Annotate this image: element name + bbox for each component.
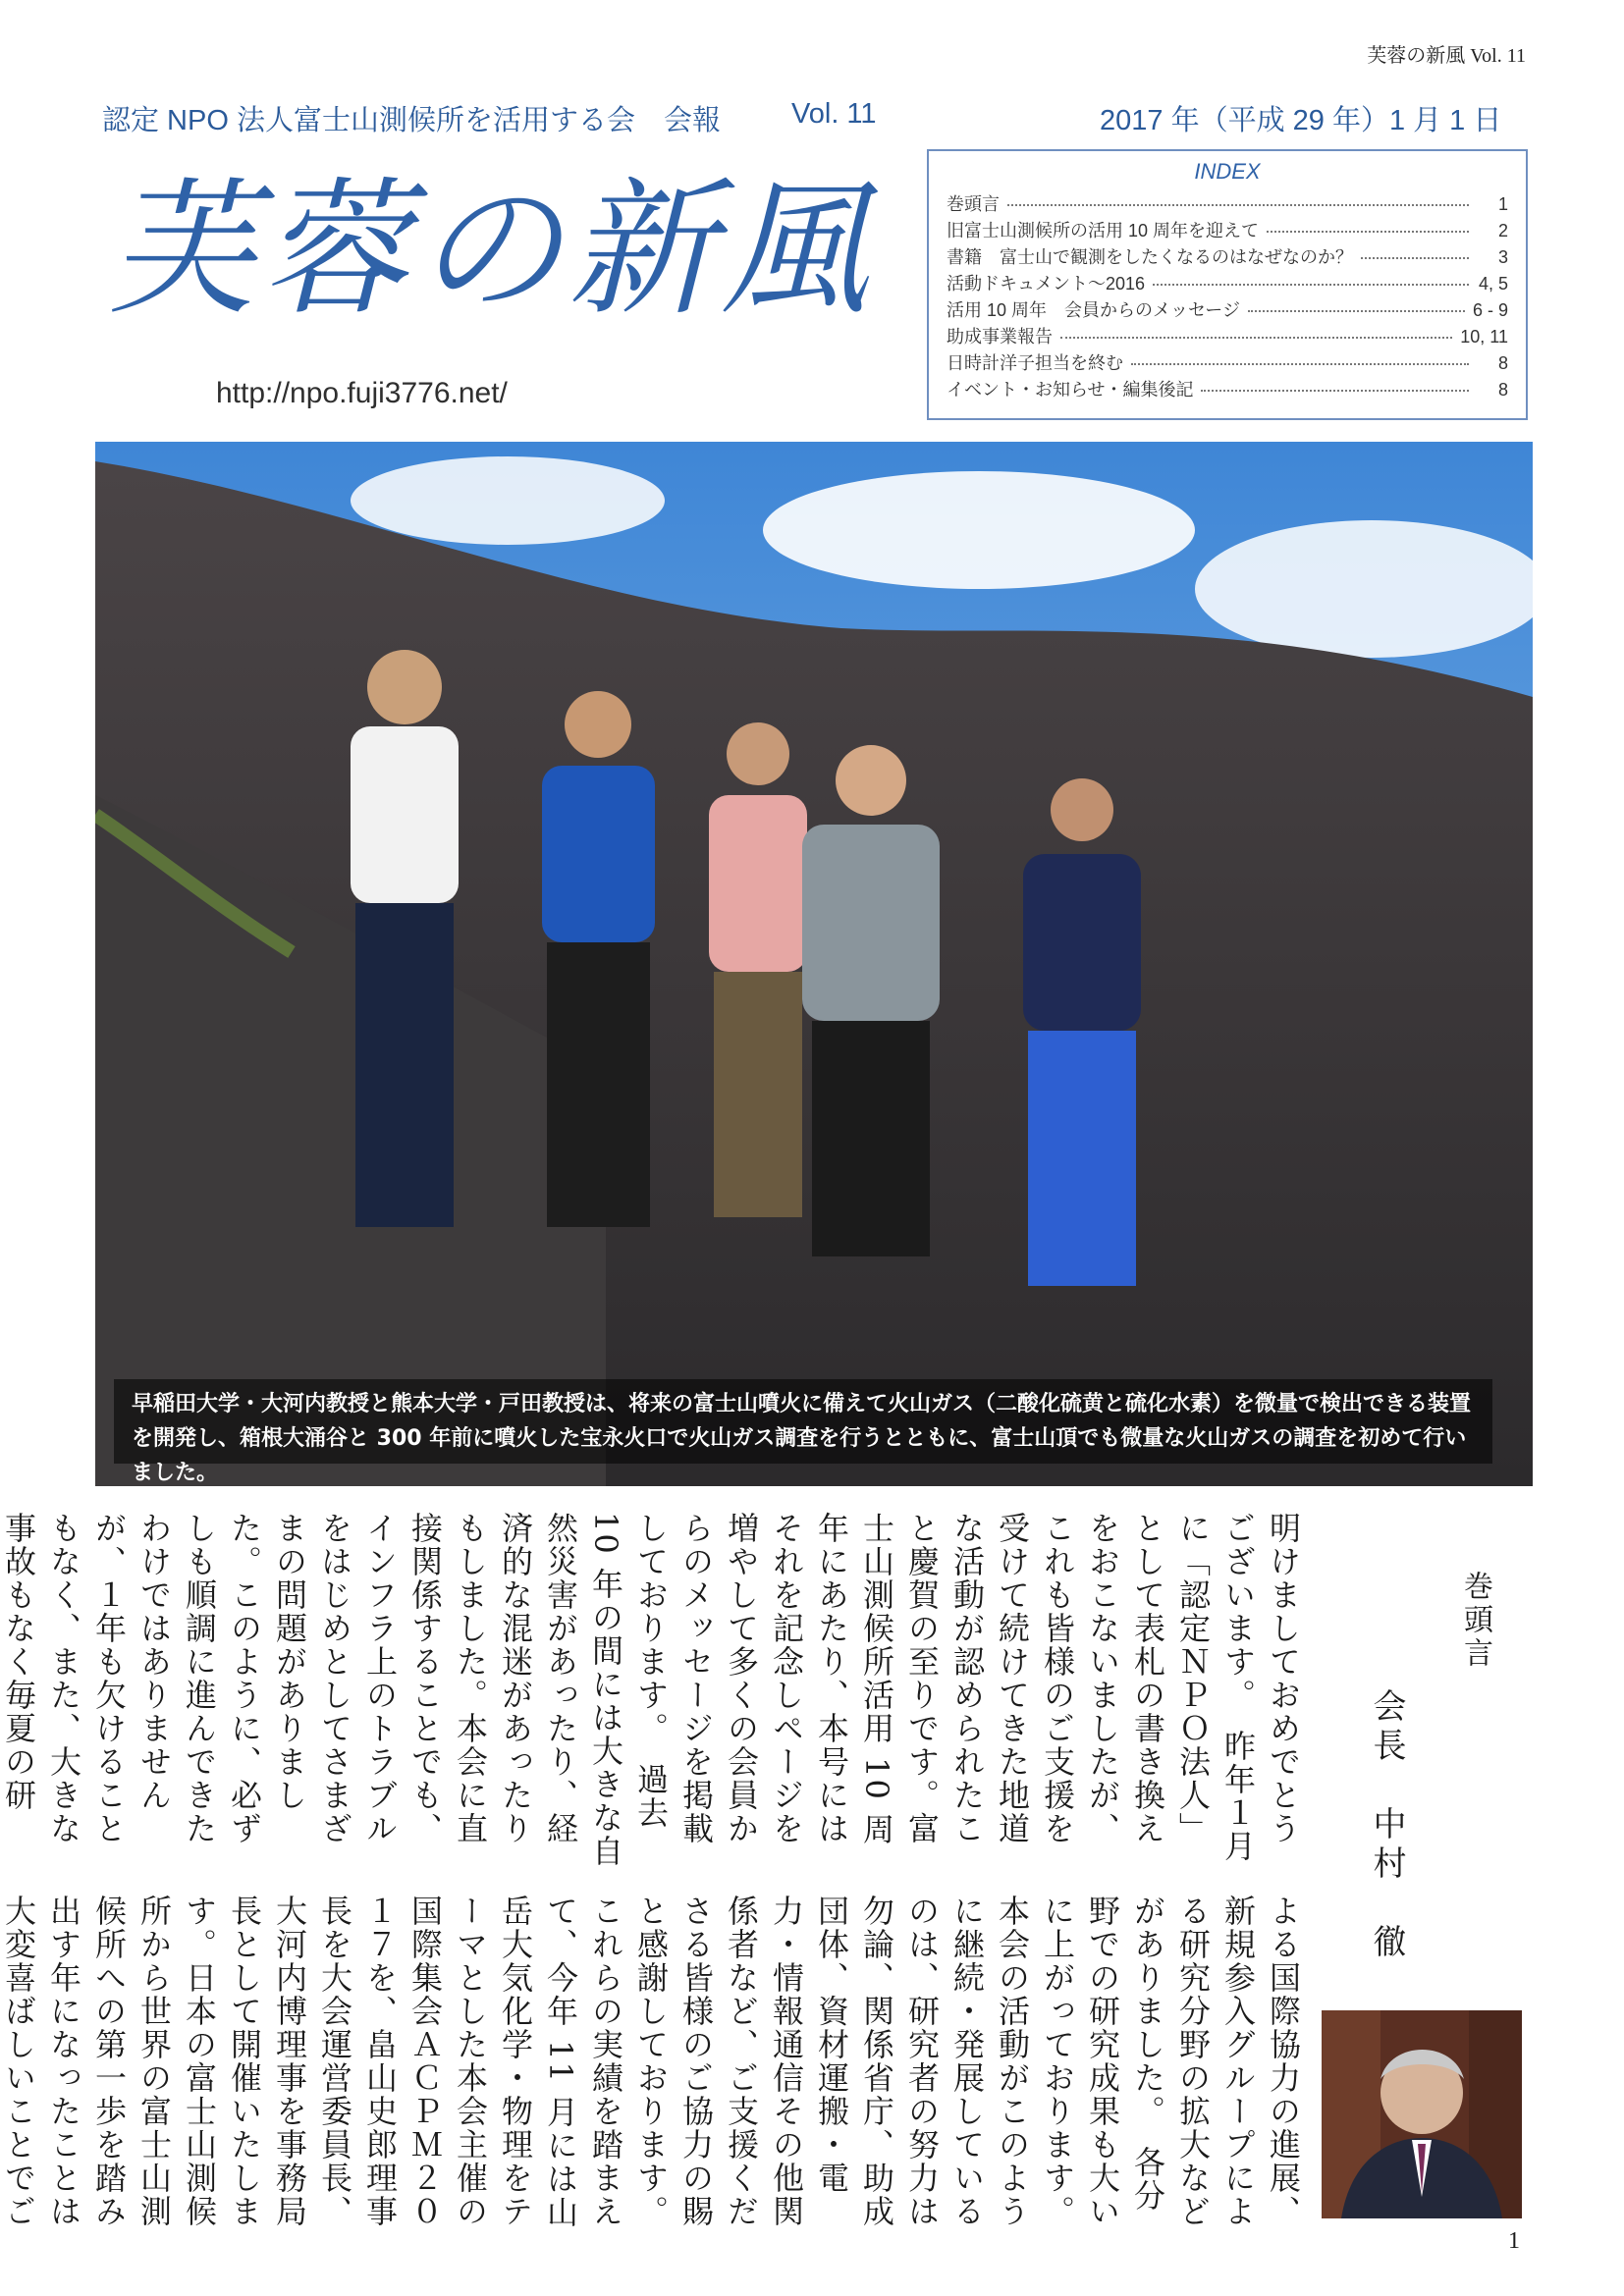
index-item-label: 助成事業報告 [947, 327, 1053, 347]
author-name: 会長 中村 徹 [1367, 1688, 1406, 1963]
author-portrait [1322, 2010, 1522, 2218]
index-item[interactable] [947, 376, 1508, 402]
index-item[interactable] [947, 323, 1508, 349]
article-body-upper: 明けましておめでとうございます。 昨年１月に「認定ＮＰＯ法人」として表札の書き換えをおこないましたが、これも皆様のご支援を受けて続けてきた地道な活動が認められたこと慶賀の至りです。富士山測候所活用 10 周年にあたり、本号にはそれを記念しページを増やして多くの会員からのメッセージを掲載しております。 過去 10 年の間には大きな自然災害があったり、経済的な混迷があったりもしました。本会に直接関係することでも、インフラ上のトラブルをはじめとしてさまざまの問題がありました。このように、必ずしも順調に進んできたわけではありませんが、１年も欠けることもなく、また、大きな事故もなく毎夏の研 [0, 1512, 1302, 1868]
index-item-page: 4, 5 [1478, 274, 1508, 294]
index-item-page: 2 [1497, 221, 1508, 240]
index-leader-dots [1007, 204, 1469, 206]
index-item-page: 8 [1497, 353, 1508, 373]
person [709, 722, 807, 1217]
index-item-label: 書籍 富士山で観測をしたくなるのはなぜなのか？ [947, 247, 1353, 267]
cloud [1195, 520, 1533, 658]
cover-photo [95, 442, 1533, 1486]
index-item-label: 活動ドキュメント～2016 [947, 274, 1146, 294]
index-leader-dots [1131, 363, 1469, 365]
page-number: 1 [1508, 2228, 1520, 2254]
index-item[interactable] [947, 296, 1508, 323]
index-leader-dots [1153, 284, 1469, 286]
index-item-page: 10, 11 [1460, 327, 1508, 347]
index-leader-dots [1201, 390, 1469, 392]
index-leader-dots [1060, 337, 1452, 339]
index-leader-dots [1361, 257, 1469, 259]
section-title: 巻頭言 [1458, 1571, 1492, 1671]
mountain-group-photo [95, 442, 1533, 1486]
index-item-label: イベント・お知らせ・編集後記 [947, 380, 1194, 400]
page-tag: 芙蓉の新風 Vol. 11 [1367, 45, 1526, 67]
index-item-label: 巻頭言 [947, 194, 1000, 214]
person [1023, 778, 1141, 1286]
index-item[interactable] [947, 243, 1508, 270]
index-item-label: 活用 10 周年 会員からのメッセージ [947, 300, 1240, 320]
cloud [351, 456, 665, 545]
volume-number: Vol. 11 [791, 98, 877, 130]
photo-caption: 早稲田大学・大河内教授と熊本大学・戸田教授は、将来の富士山噴火に備えて火山ガス（二酸化硫黄と硫化水素）を微量で検出できる装置を開発し、箱根大涌谷と 300 年前に噴火した宝永火口で火山ガス調査を行うとともに、富士山頂でも微量な火山ガスの調査を初めて行いました。 [114, 1379, 1492, 1464]
index-item[interactable] [947, 190, 1508, 217]
index-item-page: 1 [1497, 194, 1508, 214]
cloud [763, 471, 1195, 589]
index-title: INDEX [1194, 159, 1261, 184]
index-leader-dots [1248, 310, 1465, 312]
website-url[interactable]: http://npo.fuji3776.net/ [216, 377, 508, 409]
portrait-image [1322, 2010, 1522, 2218]
index-item[interactable] [947, 270, 1508, 296]
issue-date: 2017 年（平成 29 年）1 月 1 日 [1100, 105, 1502, 136]
person [351, 650, 459, 1227]
index-box [927, 149, 1528, 420]
index-item-page: 8 [1497, 380, 1508, 400]
article-body-lower: よる国際協力の進展、新規参入グループによる研究分野の拡大などがありました。 各分野での研究成果も大いに上がっております。本会の活動がこのように継続・発展しているのは、研究者の努力は勿論、関係省庁、助成団体、資材運搬・電力・情報通信その他関係者など、ご支援くださる皆様のご協力の賜と感謝しております。 これらの実績を踏まえて、今年 11 月には山岳大気化学・物理をテーマとした本会主催の国際集会ＡＣＰＭ２０１７を、畠山史郎理事長を大会運営委員長、大河内博理事を事務局長として開催いたします。日本の富士山測候所から世界の富士山測候所への第一歩を踏み出す年になったことは大変喜ばしいことでご [0, 1895, 1302, 2230]
index-item[interactable] [947, 217, 1508, 243]
organization-line: 認定 NPO 法人富士山測候所を活用する会 会報 [102, 105, 721, 136]
newsletter-title: 芙蓉の新風 [108, 165, 875, 336]
index-item-page: 6 - 9 [1472, 300, 1508, 320]
index-item[interactable] [947, 349, 1508, 376]
index-item-page: 3 [1497, 247, 1508, 267]
index-item-label: 日時計洋子担当を終む [947, 353, 1123, 373]
person [542, 691, 655, 1227]
index-list [947, 190, 1508, 402]
index-leader-dots [1267, 231, 1469, 233]
index-item-label: 旧富士山測候所の活用 10 周年を迎えて [947, 221, 1260, 240]
